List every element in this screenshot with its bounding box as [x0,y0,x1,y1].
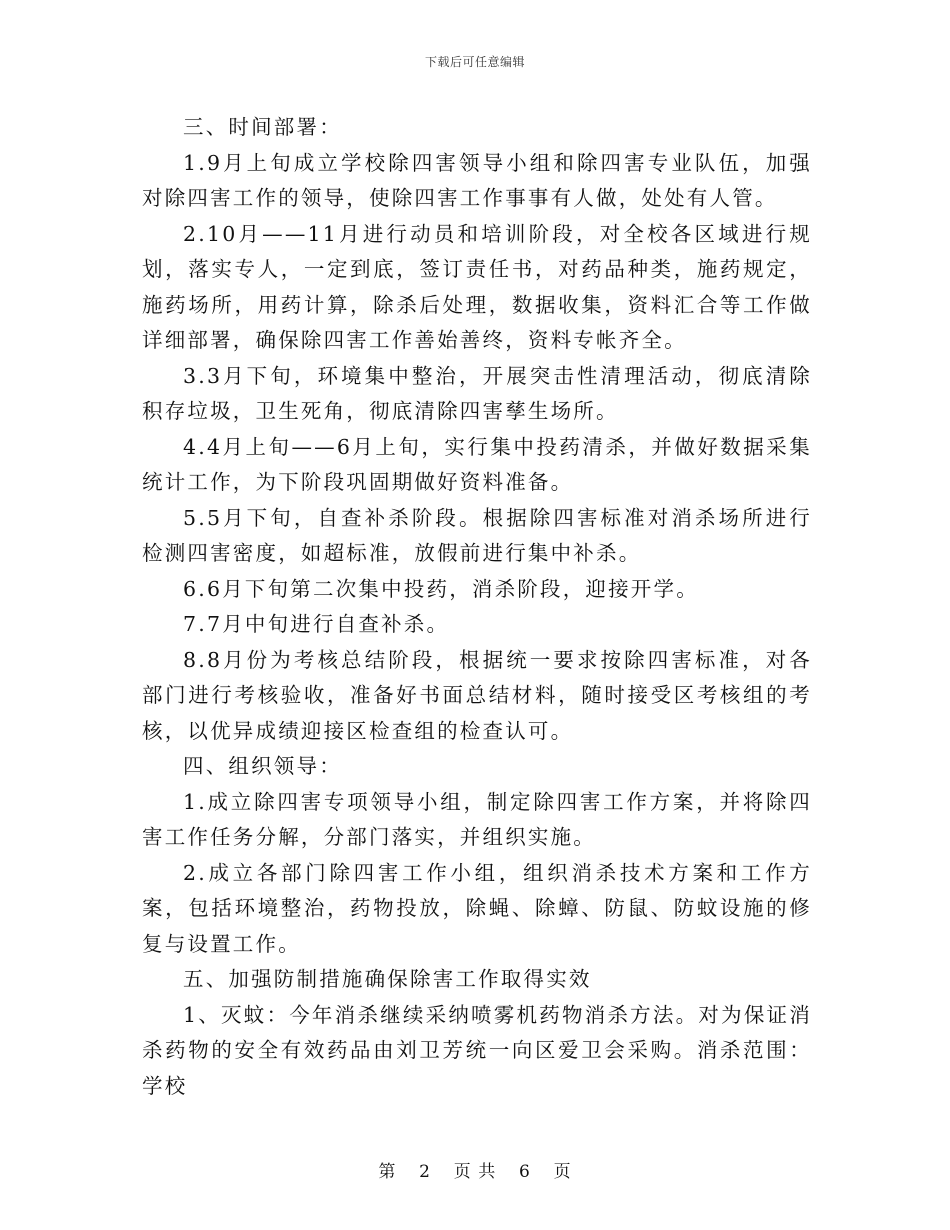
header-note: 下载后可任意编辑 [424,55,525,69]
section-heading-measures: 五、加强防制措施确保除害工作取得实效 [183,967,592,991]
total-pages-number: 6 [519,1162,531,1182]
paragraph: 1.9月上旬成立学校除四害领导小组和除四害专业队伍，加强对除四害工作的领导，使除四害工作事事有人做，处处有人管。 [142,150,812,210]
page-footer [0,1157,950,1182]
section-heading-leadership: 四、组织领导： [183,754,342,778]
paragraph: 1.成立除四害专项领导小组，制定除四害工作方案，并将除四害工作任务分解，分部门落实，并组织实施。 [142,789,812,849]
current-page-number: 2 [419,1162,431,1182]
paragraph: 5.5月下旬，自查补杀阶段。根据除四害标准对消杀场所进行检测四害密度，如超标准，放假前进行集中补杀。 [142,505,812,565]
paragraph: 2.10月——11月进行动员和培训阶段，对全校各区域进行规划，落实专人，一定到底，签订责任书，对药品种类，施药规定，施药场所，用药计算，除杀后处理，数据收集，资料汇合等工作做详细部署，确保除四害工作善始善终，资料专帐齐全。 [142,221,812,352]
document-body [142,110,812,1104]
footer-prefix: 第 [378,1162,397,1182]
paragraph: 7.7月中旬进行自查补杀。 [183,612,450,636]
paragraph: 6.6月下旬第二次集中投药，消杀阶段，迎接开学。 [183,576,699,601]
paragraph: 2.成立各部门除四害工作小组，组织消杀技术方案和工作方案，包括环境整治，药物投放，除蝇、除蟑、防鼠、防蚊设施的修复与设置工作。 [142,860,812,956]
paragraph: 4.4月上旬——6月上旬，实行集中投药清杀，并做好数据采集统计工作，为下阶段巩固期做好资料准备。 [142,434,812,494]
section-heading-schedule: 三、时间部署： [183,115,342,139]
paragraph: 1、灭蚊：今年消杀继续采纳喷雾机药物消杀方法。对为保证消杀药物的安全有效药品由刘卫芳统一向区爱卫会采购。消杀范围：学校 [142,1002,812,1098]
paragraph: 8.8月份为考核总结阶段，根据统一要求按除四害标准，对各部门进行考核验收，准备好书面总结材料，随时接受区考核组的考核，以优异成绩迎接区检查组的检查认可。 [142,647,812,743]
paragraph: 3.3月下旬，环境集中整治，开展突击性清理活动，彻底清除积存垃圾，卫生死角，彻底清除四害孳生场所。 [142,363,812,423]
footer-suffix: 页 [553,1162,572,1182]
footer-middle: 页 共 [453,1162,497,1182]
